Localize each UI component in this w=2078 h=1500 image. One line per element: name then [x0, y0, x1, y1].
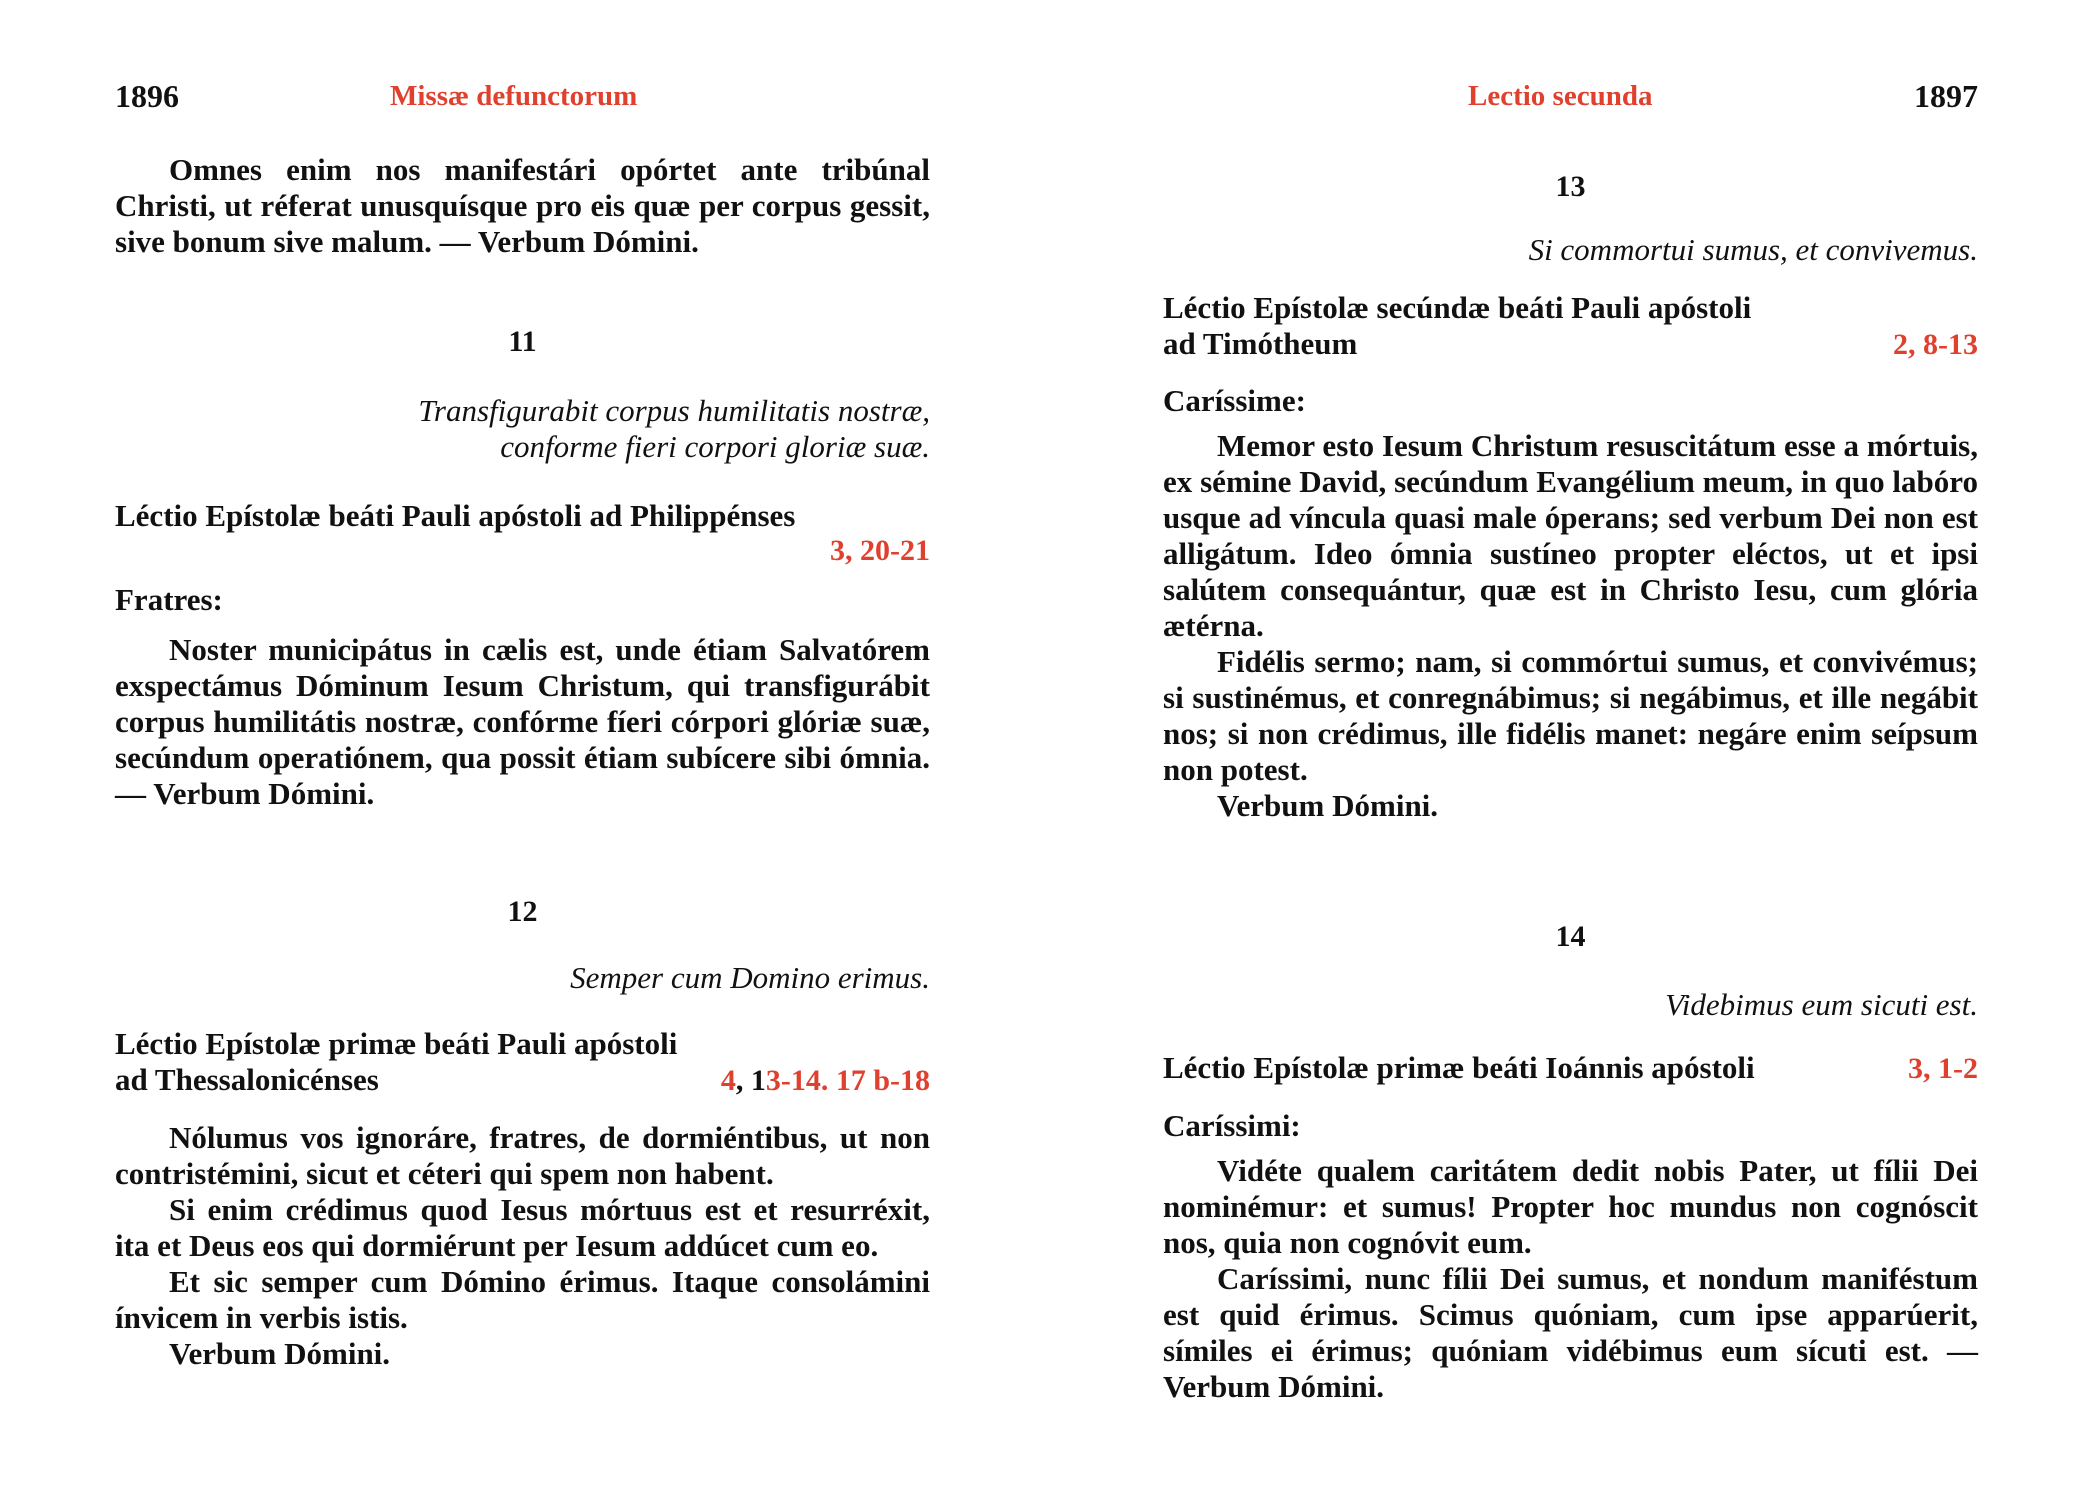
- reading-title: ad Thessalonicénses: [115, 1062, 379, 1097]
- motto-line: Transfigurabit corpus humilitatis nostræ,: [418, 393, 930, 428]
- reading-paragraph: Caríssimi, nunc fílii Dei sumus, et nondum maniféstum est quid érimus. Scimus quóniam, cum ipse apparúerit, símiles ei érimus; quóniam vidébimus eum sícuti est. — Verbum Dómini.: [1163, 1261, 1978, 1404]
- reading-13-salutation: [1163, 383, 1978, 419]
- reading-11-heading: [115, 498, 930, 568]
- reading-14-salutation: [1163, 1108, 1978, 1144]
- left-page: [115, 0, 930, 1500]
- reading-11-text: [115, 632, 930, 812]
- reading-13-heading: [1163, 290, 1978, 362]
- reading-paragraph: Memor esto Iesum Christum resuscitátum esse a mórtuis, ex sémine David, secúndum Evangélium meum, in quo labóro usque ad víncula quasi male óperans; sed verbum Dei non est alligátum. Ideo ómnia sustíneo propter eléctos, ut et ipsi salútem consequántur, quæ est in Christo Iesu, cum glória ætérna.: [1163, 428, 1978, 643]
- motto-line: Si commortui sumus, et convivemus.: [1528, 232, 1978, 267]
- scripture-reference: 3, 20-21: [830, 534, 930, 567]
- reading-number: 13: [1555, 170, 1586, 203]
- running-head: Lectio secunda: [1468, 80, 1653, 112]
- reading-number: 12: [507, 895, 538, 928]
- page-number: 1897: [1914, 78, 1978, 114]
- page-number: 1896: [115, 78, 179, 114]
- reading-title: Léctio Epístolæ secúndæ beáti Pauli apóstoli: [1163, 290, 1752, 325]
- closing-formula: Verbum Dómini.: [1217, 788, 1439, 823]
- continuation-paragraph: Omnes enim nos manifestári opórtet ante tribúnal Christi, ut réferat unusquísque pro eis quæ per corpus gessit, sive bonum sive malum. — Verbum Dómini.: [115, 152, 930, 259]
- reading-12-heading: [115, 1026, 930, 1098]
- reading-12-text: [115, 1120, 930, 1372]
- reading-paragraph: Fidélis sermo; nam, si commórtui sumus, et convivémus; si sustinémus, et conregnábimus; si negábimus, et ille negábit nos; si non crédimus, ille fidélis manet: negáre enim seípsum non potest.: [1163, 644, 1978, 787]
- motto-line: conforme fieri corpori gloriæ suæ.: [500, 429, 930, 464]
- reading-11-motto: [115, 393, 930, 465]
- motto-line: Semper cum Domino erimus.: [570, 960, 930, 995]
- reading-13-text: [1163, 428, 1978, 824]
- reading-title: ad Timótheum: [1163, 326, 1358, 361]
- scripture-reference: 2, 8-13: [1893, 328, 1978, 361]
- salutation: Caríssimi:: [1163, 1108, 1301, 1143]
- salutation: Caríssime:: [1163, 383, 1306, 418]
- reading-11: [115, 325, 930, 359]
- running-head: Missæ defunctorum: [390, 80, 638, 112]
- reading-paragraph: Vidéte qualem caritátem dedit nobis Pater, ut fílii Dei nominémur: et sumus! Propter hoc mundus non cognóscit nos, quia non cognóvit eum.: [1163, 1153, 1978, 1260]
- reading-13-motto: [1163, 232, 1978, 268]
- reading-11-salutation: [115, 582, 930, 618]
- reading-paragraph: Et sic semper cum Dómino érimus. Itaque consolámini ínvicem in verbis istis.: [115, 1264, 930, 1335]
- reading-number: 14: [1555, 920, 1586, 953]
- reading-title: Léctio Epístolæ beáti Pauli apóstoli ad Philippénses: [115, 498, 796, 533]
- motto-line: Videbimus eum sicuti est.: [1665, 987, 1978, 1022]
- reading-14-heading: [1163, 1050, 1978, 1086]
- reading-14-text: [1163, 1153, 1978, 1405]
- reading-12: [115, 895, 930, 929]
- reading-number: 11: [508, 325, 537, 358]
- right-page: [1163, 0, 1978, 1500]
- closing-formula: Verbum Dómini.: [169, 1336, 391, 1371]
- scripture-reference: 4, 13-14. 17 b-18: [720, 1064, 930, 1097]
- reading-13: [1163, 170, 1978, 204]
- reading-14: [1163, 920, 1978, 954]
- continuation-block: [115, 152, 930, 260]
- reading-paragraph: Si enim crédimus quod Iesus mórtuus est et resurréxit, ita et Deus eos qui dormiérunt per Iesum addúcet cum eo.: [115, 1192, 930, 1263]
- reading-title: Léctio Epístolæ primæ beáti Ioánnis apóstoli: [1163, 1050, 1755, 1085]
- reading-14-motto: [1163, 987, 1978, 1023]
- salutation: Fratres:: [115, 582, 223, 617]
- reading-12-motto: [115, 960, 930, 996]
- reading-paragraph: Nólumus vos ignoráre, fratres, de dormiéntibus, ut non contristémini, sicut et céteri qui spem non habent.: [115, 1120, 930, 1191]
- reading-paragraph: Noster municipátus in cælis est, unde étiam Salvatórem exspectámus Dóminum Iesum Christum, qui transfigurábit corpus humilitátis nostræ, confórme fíeri córpori glóriæ suæ, secúndum operatiónem, qua possit étiam subícere sibi ómnia. — Verbum Dómini.: [115, 632, 930, 811]
- scripture-reference: 3, 1-2: [1908, 1052, 1978, 1085]
- reading-title: Léctio Epístolæ primæ beáti Pauli apóstoli: [115, 1026, 678, 1061]
